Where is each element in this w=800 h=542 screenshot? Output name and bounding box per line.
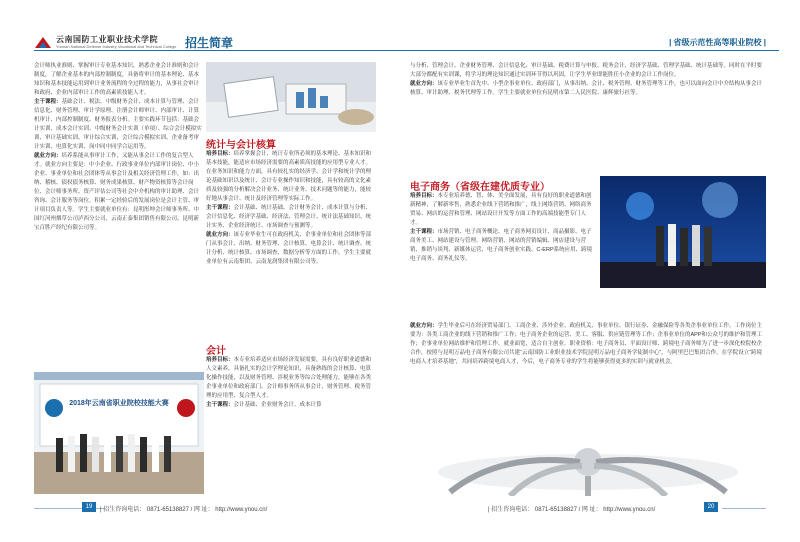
col2-accounting-text [206,356,376,500]
col1-course-text: 基础会计、税法、中级财务会计、成本计算与管理、会计信息化、财务管理、审计学原理、注册会计师审计、内部审计、计算机审计、内部控制制度、财务报表分析。主要实践环节包括：基础会计实训、成本会计实训、中级财务会计实训（单项）、综合会计模拟实训、审计基础实训、审计综合实训、会计综合模拟实训、企业备考审计实训、电算化实训、岗中同中同学合运用等。 [34,99,202,150]
school-name-en: Yunnan National Defense Industry Vocational and Technical College [56,44,177,49]
footer-right-rule [722,508,766,509]
col3-job-text: 该专业毕业生首先中、小型企事业单位、政府部门，从事出纳、会计、税务管理、财务管理等工作，也可以面向会计中介结构从事会计核算、审计助理、税务代理等工作。学生主要就业单位有昆明市第二人民医院、康辉旅行社等。 [410,81,763,96]
ecom-course-label: 主干课程： [410,229,438,235]
school-name: 云南国防工业职业技术学院 [56,35,158,44]
ecommerce-job-text [410,322,766,428]
accounting-photo [206,62,376,132]
stat-course-label: 主干课程： [206,205,234,211]
school-logo-icon [34,35,52,49]
ecom-goal-text: 本专业培养德、智、体、美全面发展，具有良好的职业道德和创新精神，了解新零售，熟悉企业线下营销和推广，线上网络营销、网络商务贸易、网店的运营和管理、网站设计开发等方面工作的高端技能型专门人才。 [410,193,592,226]
section-title-statistics: 统计与会计核算 [206,140,276,151]
col1-job-label: 就业方向： [34,153,62,159]
col3-top-text [410,62,766,170]
acct-course-label: 主干课程： [206,402,234,408]
stat-job-label: 就业方向： [206,232,234,238]
page-title: 招生简章 [185,36,234,50]
page-number-left: 19 [82,502,96,512]
teamwork-illustration [410,432,766,496]
section-title-ecommerce: 电子商务（省级在建优质专业） [410,182,550,193]
col3-job-label: 就业方向： [410,81,438,87]
stat-course-text: 会计基础、统计基础、会计财务会计、成本计算与分析、会计信息化、经济学基础、经济法、管理会计、统计法基础知识、统计实务、企业经济统计、市场调查与预测等。 [206,205,372,229]
col3-para1: 与分析、管理会计、企业财务管理、会计信息化、审计基础、税费计算与申报、税务会计、经济学基础、管理学基础、统计基础等。同时在平时要大部分都配有实训课，将学习的理论知识通过实训环节得以巩固，让学生毕业即能胜任小企业的会计工作岗位。 [410,63,763,78]
col1-text [34,62,202,364]
ecom-course-text: 市场营销、电子商务概论、电子商务网页设计、商品摄影、电子商务美工、网站建设与管理、网络营销、网站的营销编辑、网店建设与营销、推销与谈判、新媒体运营、电子商务创业实践、C-ERP系统应用、跨境电子商务、商务礼仪等。 [410,229,593,262]
col1-course-label: 主干课程： [34,99,62,105]
acct-goal-label: 培养目标： [206,357,234,363]
ecommerce-goal-course-text [410,192,596,320]
col1-job-text: 培养系能从事审计工作，又能从事会计工作的复合型人才。就业方向主要是：中小企业、行政事业单位内部审计岗位、中小企业、事业单位和社会团体等从事会计及相关经济管理工作，如：出纳、稽核、债权债务核算、财务成果核算、财产物资核算等会计岗位、会计师事务所、资产评估公司等社会中介机构的审计助理、会计咨询、会计服务等岗位。积累一定经验后的发展岗位是会计主管、审计项目负责人等。学生主要就业单位有：昆明彤坤会计师事务所、中国红河州烟草公司泸西分公司、云南正泰集团销售有限公司、昆明新宝百胜产经纪有限公司等。 [34,153,200,231]
footer-right-text: | 招生咨询电话： 0871-65138827 / 网 址： http://www.ynou.cn/ [488,507,656,513]
page-header [0,0,800,52]
competition-photo [34,372,204,494]
page-number-right: 20 [704,502,718,512]
ecom-goal-label: 培养目标： [410,193,438,199]
award-photo [600,176,766,288]
ecom-job-label: 就业方向： [410,323,438,329]
ecom-job-text-content: 学生毕业后可在经济贸易部门、工商企业、涉外企业、政府机关、事业单位、银行证券、金融保险等各类企事业单位工作。工作岗位主要为：各类工商企业的线下营销和推广工作；电子商务企业的运营、美工、客服、供应链管理等工作；企事业单位的APP和公众号的维护和管理工作；企事业单位网站维护和管理工作。就业面宽，适合自主创业。职业资格：电子商务员、平面设计师、跨境电子商务师为了进一步深化校院校企合作，按照与昆明万品电子商务有限公司共建“云南国防工业职业技术学院昆明万品电子商务学徒制中心”，与阿里巴巴集团合作，在学院设立“跨境电商人才培养基地”，共同培养跨境电商人才，今后，电子商务专业的学生将能够获得更多的实训与就业机会。 [410,323,763,365]
col2-statistics-text [206,150,376,340]
section-title-accounting: 会计 [206,346,226,357]
acct-goal-text: 本专业培养适应市场经济发展需要，具有良好职业道德和人文素养，具备扎实的会计学理论知识，具备熟练的会计核算、电算化操作技能，以及财务管理、涉税业务等综合处理能力，能够在各类企事业单位和政府部门、会计师事务所从事会计、财务管理、税务管理的应用型、复合型人才。 [206,357,372,399]
header-divider [34,50,779,51]
footer-left-text: | 招生咨询电话： 0871-65138827 / 网 址： http://www.ynou.cn/ [100,507,268,513]
acct-course-text: 会计基础、企业财务会计、成本计算 [233,402,322,408]
header-right-title: | 省级示范性高等职业院校 | [669,38,766,47]
stat-goal-text: 培养掌握会计、统计专业所必须的基本理论、基本知识和基本技能，能适应市场经济需要的高素质高技能的应用型专业人才。在业务知识和能力方面，具有较扎实的经济学、会计学和统计学的理论基础知识以及统计、会计专业操作知识和技能，具有较高的文化素质及较强的分析解决会计业务、统计业务、技术问题等的能力，能较好地从事会计、统计及经济管理等实际工作。 [206,151,372,202]
stat-job-text: 该专业毕业生可在政府机关、企事业单位和社会团体等部门从事会计、出纳、财务管理、会计核算、电算会计、统计调查、统计分析、统计核算、市场调查、数据分析等方面的工作。学生主要就业单位有云南集团、云南龙润集团有限公司等。 [206,232,372,265]
col1-para1: 会计师执业准则、掌握审计专业基本知识，熟悉企业会计准则和会计制度，了解企业基本的内部控制制度，具备将审计的基本理论、基本知识和基本技能运用到审计业务流程的全过程的能力，从事社会审计和政府、企业内部审计工作的高素质技能人才。 [34,63,200,96]
competition-banner-text: 2018年云南省职业院校技能大赛 [69,400,169,407]
stat-goal-label: 培养目标： [206,151,234,157]
